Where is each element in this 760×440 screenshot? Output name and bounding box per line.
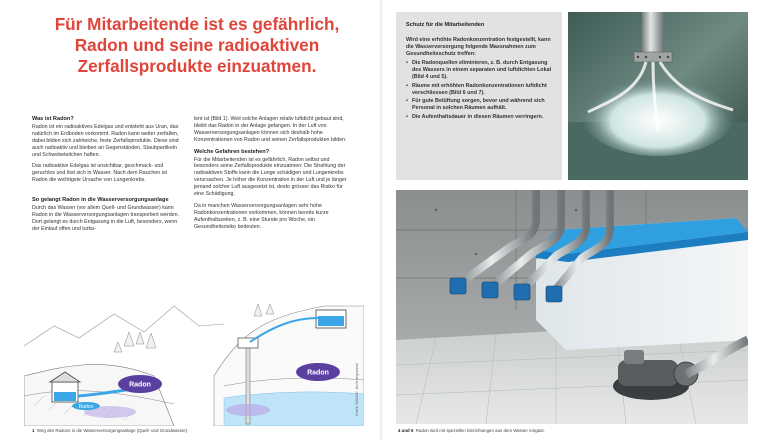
paragraph: lent ist (Bild 1). Weil solche Anlagen relativ luftdicht gebaut sind, bleibt das Radon in der Anlage gefangen. In der Luft von Wasserversorgungsanlagen können sich deshalb hohe Konzentrationen von Radon und seinen Zerfallsprodukten bilden. [194, 116, 347, 143]
protection-infobox [396, 12, 562, 180]
heading-so-gelangt-radon: So gelangt Radon in die Wasserversorgungsanlage [32, 197, 169, 204]
heading-welche-gefahren: Welche Gefahren bestehen? [194, 148, 270, 155]
caption-number: 1 [32, 428, 35, 433]
page-gutter [380, 0, 386, 440]
paragraph: Da in manchen Wasserversorgungsanlagen sehr hohe Radonkonzentrationen vorkommen, können bereits kurze Aufenthaltszeiten, z. B. eine Stunde pro Woche, ein Gesundheitsrisiko bedeuten. [194, 202, 329, 230]
caption-text: Weg des Radons in die Wasserversorgungsanlage (Quell- und Grundwasser). [36, 428, 189, 433]
paragraph: Radon ist ein radioaktives Edelgas und entsteht aus Uran, das natürlich im Erdboden vorkommt. Radon kann weiter zerfallen, dabei bilden sich zahlreiche, feste Zerfallsprodukte. Diese sind auch radioaktiv und bleiben an Gegenständen, Staubpartikeln und Schwebeteilchen haften. [32, 123, 179, 158]
svg-text:Radon: Radon [78, 404, 94, 410]
caption-number: 4 und 5 [398, 428, 414, 433]
diagram-credit: Grafik: EAWAG, leicht angepasst [355, 363, 359, 416]
list-item: • Die Aufenthaltsdauer in diesen Räumen verringern. [406, 114, 552, 121]
caption-figure-4-5 [398, 428, 698, 434]
photo-degassing-basin [396, 190, 748, 424]
paragraph: Das radioaktive Edelgas ist unsichtbar, geschmack- und geruchlos und löst sich in Wasser. Nach dem Rauchen ist Radon die wichtigste Ursache von Lungenkrebs. [32, 163, 167, 184]
radon-label-left: Radon [129, 381, 151, 389]
infobox-title: Schutz für die Mitarbeitenden [406, 22, 485, 28]
measures-list [406, 60, 552, 121]
infobox-intro: Wird eine erhöhte Radonkonzentration festgestellt, kann die Wasserversorgung folgende Massnahmen zum Gesundheitsschutz treffen: [406, 37, 551, 57]
text-column-2 [194, 116, 354, 236]
caption-figure-1 [32, 428, 332, 434]
list-item: • Räume mit erhöhten Radonkonzentrationen luftdicht verschliessen (Bild 6 und 7). [406, 83, 552, 97]
page-headline: Für Mitarbeitende ist es gefährlich, Radon und seine radioaktiven Zerfallsprodukte einzuatmen. [54, 14, 340, 76]
radon-label-right: Radon [307, 369, 329, 377]
text-column-1 [32, 116, 184, 238]
heading-was-ist-radon: Was ist Radon? [32, 116, 74, 122]
paragraph: Durch das Wasser (vor allem Quell- und Grundwasser) kann Radon in die Wasserversorgungsanlagen transportiert werden. Dort gelangt es durch Entgasung in die Luft, besonders, wenn der Einlauf offen und turbu- [32, 205, 180, 232]
radon-path-diagram [24, 286, 364, 426]
list-item: • Für gute Belüftung sorgen, bevor und während sich Personal in solchen Räumen aufhält. [406, 98, 552, 112]
caption-text: Radon wird mit speziellen Einrichtungen aus dem Wasser entgast. [415, 428, 545, 433]
list-item: • Die Radonquellen eliminieren, z. B. durch Entgasung des Wassers in einem separaten und luftdichten Lokal (Bild 4 und 5). [406, 60, 552, 81]
photo-water-inflow [568, 12, 748, 180]
paragraph: Für die Mitarbeitenden ist es gefährlich, Radon selbst und besonders seine Zerfallsprodukte einzuatmen: Die Strahlung der radioaktiven Stoffe kann die Lunge schädigen und Lungenkrebs verursachen. Je höher die Konzentration in der Luft und je länger jemand solcher Luft ausgesetzt ist, desto grösser das Risiko für eine Schädigung. [194, 156, 347, 198]
